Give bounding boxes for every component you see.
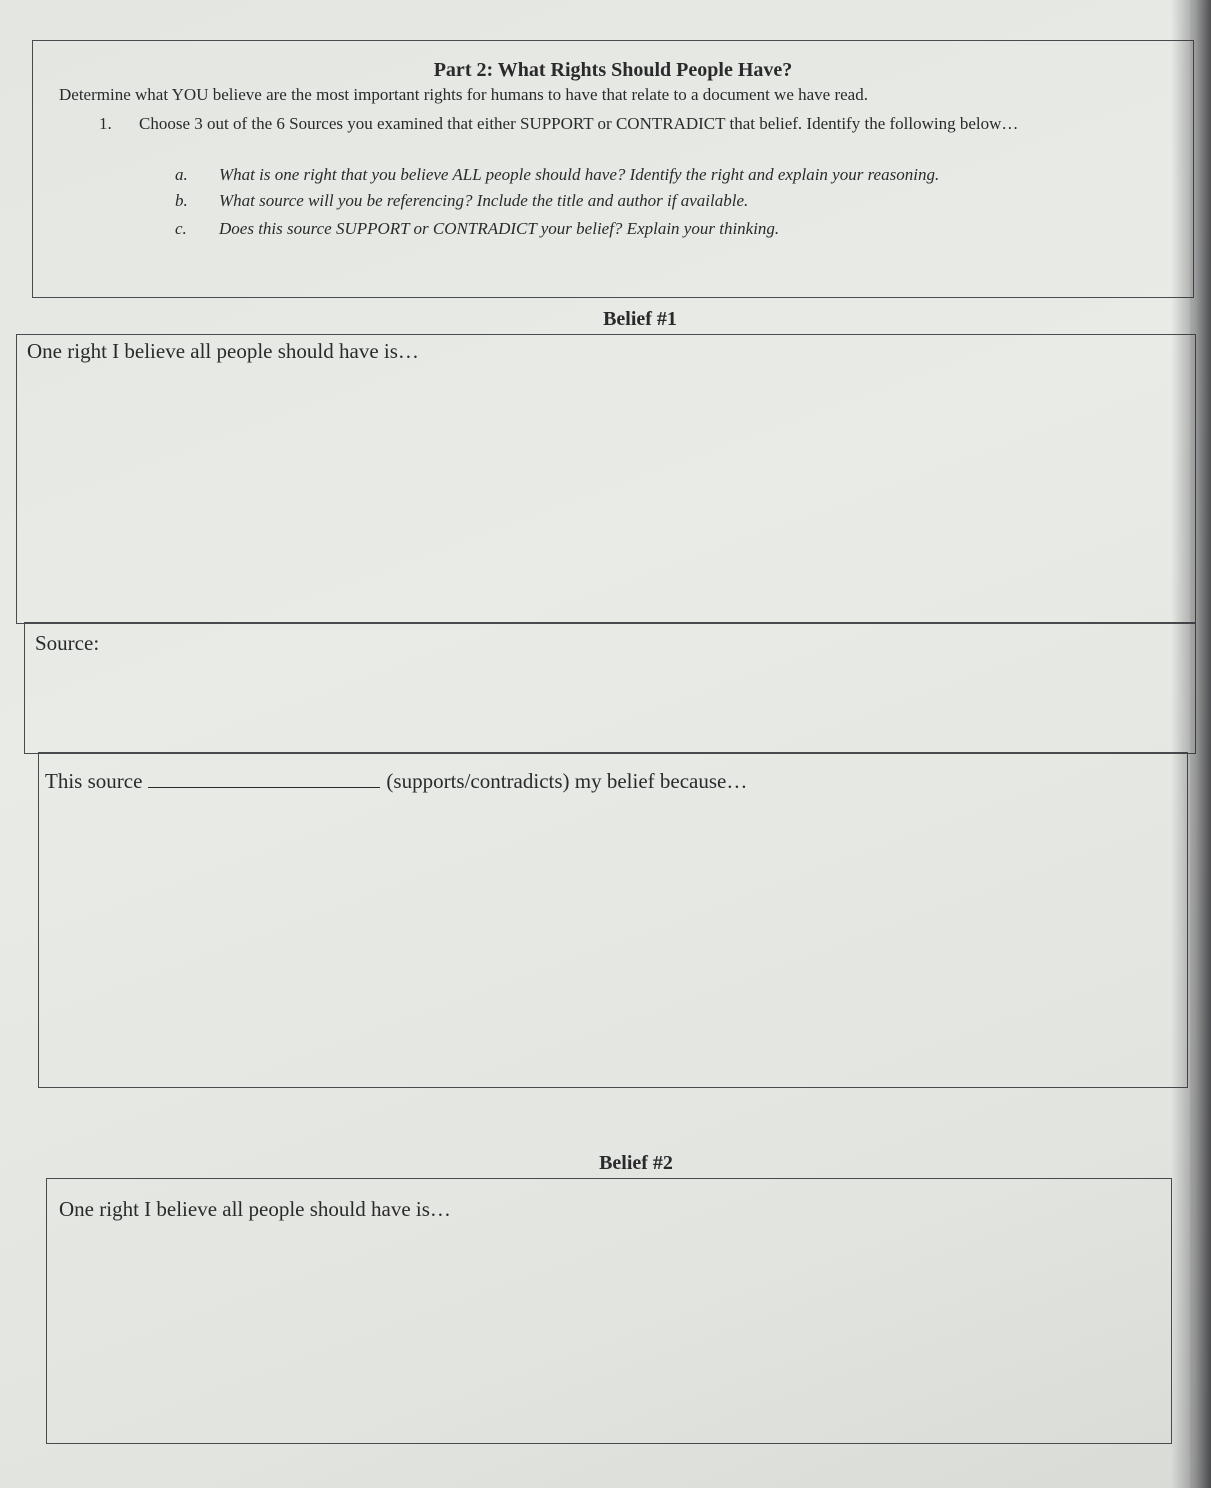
subitem-text: What is one right that you believe ALL people should have? Identify the right and explain your reasoning.	[219, 165, 940, 184]
belief-2-right-box[interactable]	[46, 1178, 1172, 1444]
subitem-c	[175, 219, 779, 239]
belief-2-title: Belief #2	[599, 1152, 673, 1174]
belief-1-relation-prompt	[45, 769, 747, 794]
belief-1-right-prompt: One right I believe all people should have is…	[27, 339, 419, 363]
belief-2-right-prompt: One right I believe all people should have is…	[59, 1197, 451, 1221]
subitem-b	[175, 191, 748, 211]
part-title: Part 2: What Rights Should People Have?	[433, 59, 793, 81]
belief-1-title: Belief #1	[603, 308, 677, 330]
belief-1-relation-box[interactable]	[38, 752, 1188, 1088]
subitem-text: What source will you be referencing? Include the title and author if available.	[219, 191, 749, 210]
subitem-text: Does this source SUPPORT or CONTRADICT your belief? Explain your thinking.	[219, 219, 780, 238]
step-number: 1.	[99, 114, 112, 133]
subitem-letter: a.	[175, 165, 188, 184]
instructions-box	[32, 40, 1194, 298]
intro-text: Determine what YOU believe are the most important rights for humans to have that relate to a document we have read.	[59, 85, 868, 104]
relation-prefix: This source	[45, 769, 143, 793]
belief-1-source-prompt: Source:	[35, 631, 100, 655]
belief-1-source-box[interactable]	[24, 622, 1196, 754]
belief-1-right-box[interactable]	[16, 334, 1196, 624]
page-edge-shadow	[1171, 0, 1211, 1488]
subitem-letter: c.	[175, 219, 187, 238]
subitem-letter: b.	[175, 191, 188, 210]
step-1	[99, 111, 1159, 137]
supports-contradicts-blank[interactable]	[148, 769, 380, 788]
relation-suffix: (supports/contradicts) my belief because…	[386, 769, 748, 793]
subitem-a	[175, 165, 939, 185]
step-text: Choose 3 out of the 6 Sources you examined that either SUPPORT or CONTRADICT that belief. Identify the following below…	[139, 114, 1019, 133]
